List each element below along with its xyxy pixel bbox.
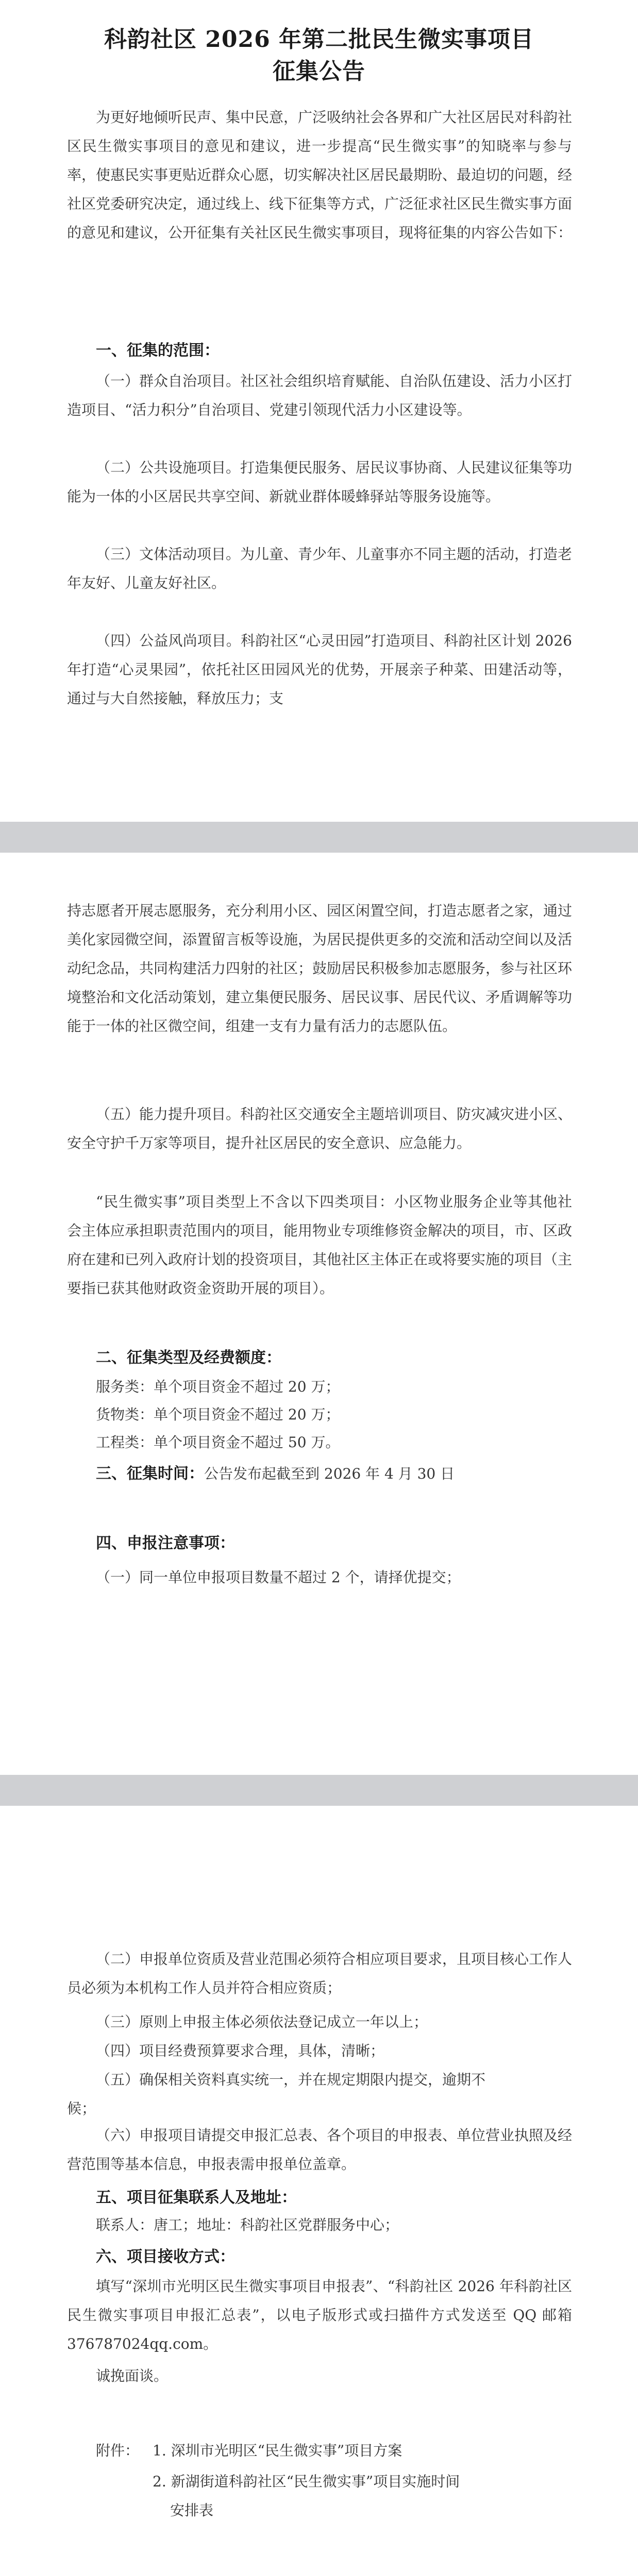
budget-engineering: 工程类：单个项目资金不超过 50 万。: [96, 1434, 340, 1451]
section-3-heading: 三、征集时间：: [96, 1465, 204, 1483]
page-separator: [0, 1775, 638, 1806]
section-4-item-3: （三）原则上申报主体必须依法登记成立一年以上；: [96, 2013, 428, 2030]
exclusion-note: “民生微实事”项目类型上不含以下四类项目：小区物业服务企业等其他社会主体应承担职责范围内的项目，能用物业专项维修资金解决的项目，市、区政府在建和已列入政府计划的投资项目，其他社区主体正在或将要实施的项目（主要指已获其他财政资金资助开展的项目）。: [67, 1193, 573, 1297]
section-1-item-4-continued: 持志愿者开展志愿服务，充分利用小区、园区闲置空间，打造志愿者之家，通过美化家园微空间，添置留言板等设施，为居民提供更多的交流和活动空间以及活动纪念品，共同构建活力四射的社区；鼓励居民积极参加志愿服务，参与社区环境整治和文化活动策划，建立集便民服务、居民议事、居民代议、矛盾调解等功能于一体的社区微空间，组建一支有力量有活力的志愿队伍。: [67, 902, 573, 1035]
welcome-line: 诚挽面谈。: [96, 2367, 169, 2384]
attachment-2-continued: 安排表: [170, 2502, 214, 2519]
section-1-item-4: （四）公益风尚项目。科韵社区“心灵田园”打造项目、科韵社区计划 2026 年打造“心灵果园”，依托社区田园风光的优势，开展亲子种菜、田建活动等，通过与大自然接触，释放压力；支: [67, 632, 572, 707]
section-1-heading: 一、征集的范围：: [96, 342, 220, 360]
section-4-item-5-end: 候；: [67, 2100, 96, 2117]
page-separator: [0, 822, 638, 853]
document-page-1: [0, 0, 638, 822]
section-4-item-1: （一）同一单位申报项目数量不超过 2 个，请择优提交；: [96, 1569, 461, 1586]
receive-instructions: 填写“深圳市光明区民生微实事项目申报表”、“科韵社区 2026 年科韵社区民生微实事项目申报汇总表”，以电子版形式或扫描件方式发送至 QQ 邮箱 376787024qq.com。: [67, 2278, 572, 2352]
section-2-heading: 二、征集类型及经费额度：: [96, 1349, 281, 1367]
section-1-item-2: （二）公共设施项目。打造集便民服务、居民议事协商、人民建议征集等功能为一体的小区居民共享空间、新就业群体暖蜂驿站等服务设施等。: [67, 459, 573, 505]
section-4-item-5: （五）确保相关资料真实统一，并在规定期限内提交，逾期不: [96, 2071, 486, 2088]
budget-service: 服务类：单个项目资金不超过 20 万；: [96, 1378, 340, 1395]
intro-paragraph: 为更好地倾听民声、集中民意，广泛吸纳社会各界和广大社区居民对科韵社区民生微实事项目的意见和建议，进一步提高“民生微实事”的知晓率与参与率，使惠民实事更贴近群众心愿，切实解决社区居民最期盼、最迫切的问题，经社区党委研究决定，通过线上、线下征集等方式，广泛征求社区民生微实事方面的意见和建议，公开征集有关社区民生微实事项目，现将征集的内容公告如下：: [67, 109, 573, 241]
attachments-label: 附件：: [96, 2442, 140, 2459]
budget-goods: 货物类：单个项目资金不超过 20 万；: [96, 1406, 340, 1423]
section-4-item-6: （六）申报项目请提交申报汇总表、各个项目的申报表、单位营业执照及经营范围等基本信息，申报表需申报单位盖章。: [67, 2127, 573, 2173]
document-title-line1: 科韵社区 2026 年第二批民生微实事项目: [104, 26, 534, 53]
contact-info: 联系人：唐工；地址：科韵社区党群服务中心；: [96, 2216, 399, 2233]
section-6-heading: 六、项目接收方式：: [96, 2248, 235, 2266]
document-title-line2: 征集公告: [273, 58, 365, 84]
section-1-item-3: （三）文体活动项目。为儿童、青少年、儿童事亦不同主题的活动，打造老年友好、儿童友好社区。: [67, 546, 573, 591]
section-4-item-4: （四）项目经费预算要求合理，具体，清晰；: [96, 2042, 385, 2059]
collection-period: 公告发布起截至到 2026 年 4 月 30 日: [204, 1465, 455, 1482]
attachment-2: 2. 新湖街道科韵社区“民生微实事”项目实施时间: [153, 2473, 460, 2490]
section-4-heading: 四、申报注意事项：: [96, 1534, 235, 1552]
section-1-item-5: （五）能力提升项目。科韵社区交通安全主题培训项目、防灾减灾进小区、安全守护千万家等项目，提升社区居民的安全意识、应急能力。: [67, 1106, 573, 1151]
section-3-row: [96, 1461, 455, 1483]
attachment-1: 1. 深圳市光明区“民生微实事”项目方案: [153, 2442, 402, 2459]
document-page-2: [0, 853, 638, 1775]
section-5-heading: 五、项目征集联系人及地址：: [96, 2189, 297, 2207]
section-1-item-1: （一）群众自治项目。社区社会组织培育赋能、自治队伍建设、活力小区打造项目、“活力积分”自治项目、党建引领现代活力小区建设等。: [67, 372, 573, 418]
document-page-3: [0, 1806, 638, 2576]
section-4-item-2: （二）申报单位资质及营业范围必须符合相应项目要求，且项目核心工作人员必须为本机构工作人员并符合相应资质；: [67, 1951, 573, 1996]
